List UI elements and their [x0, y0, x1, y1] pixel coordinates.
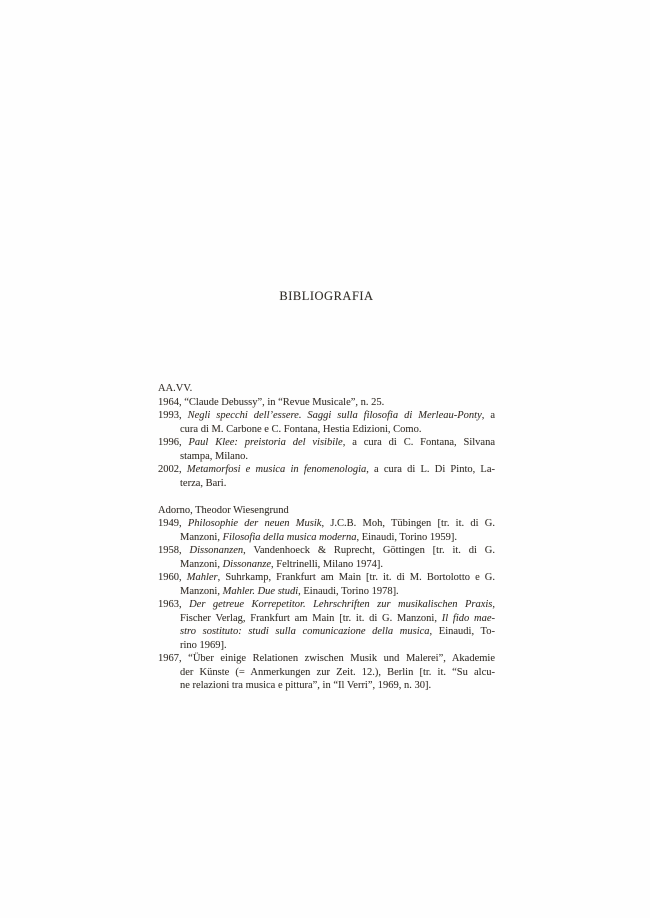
text-segment: , a cura di L. Di Pinto, La-: [366, 464, 495, 475]
text-segment: ne relazioni tra musica e pittura”, in “Il Verri”, 1969, n. 30].: [180, 680, 432, 691]
text-segment: 1963,: [158, 599, 190, 610]
text-segment: , J.C.B. Moh, Tübingen [tr. it. di G.: [321, 518, 495, 529]
bibliography-entry: [158, 544, 495, 571]
bibliography-entry: [158, 652, 495, 693]
entry-line: [158, 531, 495, 545]
italic-text-segment: Filosofia della musica moderna: [222, 531, 357, 543]
text-segment: , Einaudi, To-: [429, 626, 495, 637]
text-segment: cura di M. Carbone e C. Fontana, Hestia Edizioni, Como.: [180, 423, 422, 435]
text-segment: 1949,: [158, 518, 188, 529]
entry-line: [158, 423, 495, 437]
text-segment: Manzoni,: [180, 585, 223, 597]
author-line: AA.VV.: [158, 383, 193, 394]
text-segment: 1996,: [158, 437, 189, 448]
bibliography-entry: [158, 409, 495, 436]
text-segment: 1960,: [158, 572, 187, 583]
italic-text-segment: Dissonanze: [222, 558, 271, 570]
text-segment: 1964, “Claude Debussy”, in “Revue Musicale”, n. 25.: [158, 396, 385, 408]
bibliography-section: [158, 504, 495, 693]
text-segment: 1993,: [158, 410, 188, 421]
entry-line: [158, 477, 495, 491]
bibliography-text: [158, 382, 495, 693]
entry-line: [158, 666, 495, 680]
italic-text-segment: Paul Klee: preistoria del visibile: [188, 437, 343, 448]
italic-text-segment: Dissonanzen: [189, 545, 244, 556]
text-segment: , a: [481, 410, 495, 421]
entry-line: [158, 409, 495, 423]
text-segment: ,: [492, 599, 495, 610]
entry-line: [158, 450, 495, 464]
text-segment: Manzoni,: [180, 531, 223, 543]
italic-text-segment: Der getreue Korrepetitor. Lehrschriften zur musikalischen Praxis: [189, 599, 493, 610]
text-segment: 2002,: [158, 464, 187, 475]
text-segment: 1958,: [158, 545, 190, 556]
italic-text-segment: Metamorfosi e musica in fenomenologia: [186, 464, 367, 475]
entry-line: [158, 612, 495, 626]
italic-text-segment: Philosophie der neuen Musik: [187, 518, 322, 529]
text-segment: , Feltrinelli, Milano 1974].: [271, 558, 383, 570]
entry-line: [158, 463, 495, 477]
entry-line: [158, 558, 495, 572]
text-segment: rino 1969].: [180, 639, 227, 651]
text-segment: Manzoni,: [180, 558, 223, 570]
bibliography-entry: [158, 396, 495, 410]
text-segment: der Künste (= Anmerkungen zur Zeit. 12.), Berlin [tr. it. “Su alcu-: [180, 666, 495, 678]
author-line: Adorno, Theodor Wiesengrund: [158, 504, 289, 516]
entry-line: [158, 436, 495, 450]
text-segment: stampa, Milano.: [180, 450, 248, 462]
text-segment: 1967, “Über einige Relationen zwischen Musik und Malerei”, Akademie: [158, 653, 495, 664]
entry-line: [158, 544, 495, 558]
bibliography-entry: [158, 571, 495, 598]
entry-line: [158, 396, 495, 410]
italic-text-segment: Mahler: [186, 572, 218, 583]
text-segment: Fischer Verlag, Frankfurt am Main [tr. it. di G. Manzoni,: [180, 612, 442, 624]
bibliography-entry: [158, 436, 495, 463]
entry-line: [158, 625, 495, 639]
italic-text-segment: Mahler. Due studi: [222, 585, 299, 597]
bibliography-entry: [158, 463, 495, 490]
entry-line: [158, 585, 495, 599]
italic-text-segment: stro sostituto: studi sulla comunicazione della musica: [180, 626, 430, 637]
text-segment: , Einaudi, Torino 1978].: [298, 585, 399, 597]
entry-line: [158, 679, 495, 693]
text-segment: , Suhrkamp, Frankfurt am Main [tr. it. di M. Bortolotto e G.: [217, 572, 495, 583]
italic-text-segment: Negli specchi dell’essere. Saggi sulla filosofia di Merleau-Ponty: [187, 410, 482, 421]
entry-line: [158, 639, 495, 653]
entry-line: [158, 598, 495, 612]
bibliography-entry: [158, 517, 495, 544]
text-segment: terza, Bari.: [180, 477, 227, 489]
entry-line: [158, 652, 495, 666]
text-segment: , Einaudi, Torino 1959].: [356, 531, 458, 543]
text-segment: , Vandenhoeck & Ruprecht, Göttingen [tr. it. di G.: [243, 545, 496, 556]
bibliography-section: [158, 382, 495, 490]
entry-line: [158, 517, 495, 531]
text-segment: , a cura di C. Fontana, Silvana: [342, 437, 495, 448]
page-title: BIBLIOGRAFIA: [279, 289, 374, 303]
italic-text-segment: Il fido mae-: [441, 612, 495, 624]
entry-line: [158, 571, 495, 585]
bibliography-entry: [158, 598, 495, 652]
